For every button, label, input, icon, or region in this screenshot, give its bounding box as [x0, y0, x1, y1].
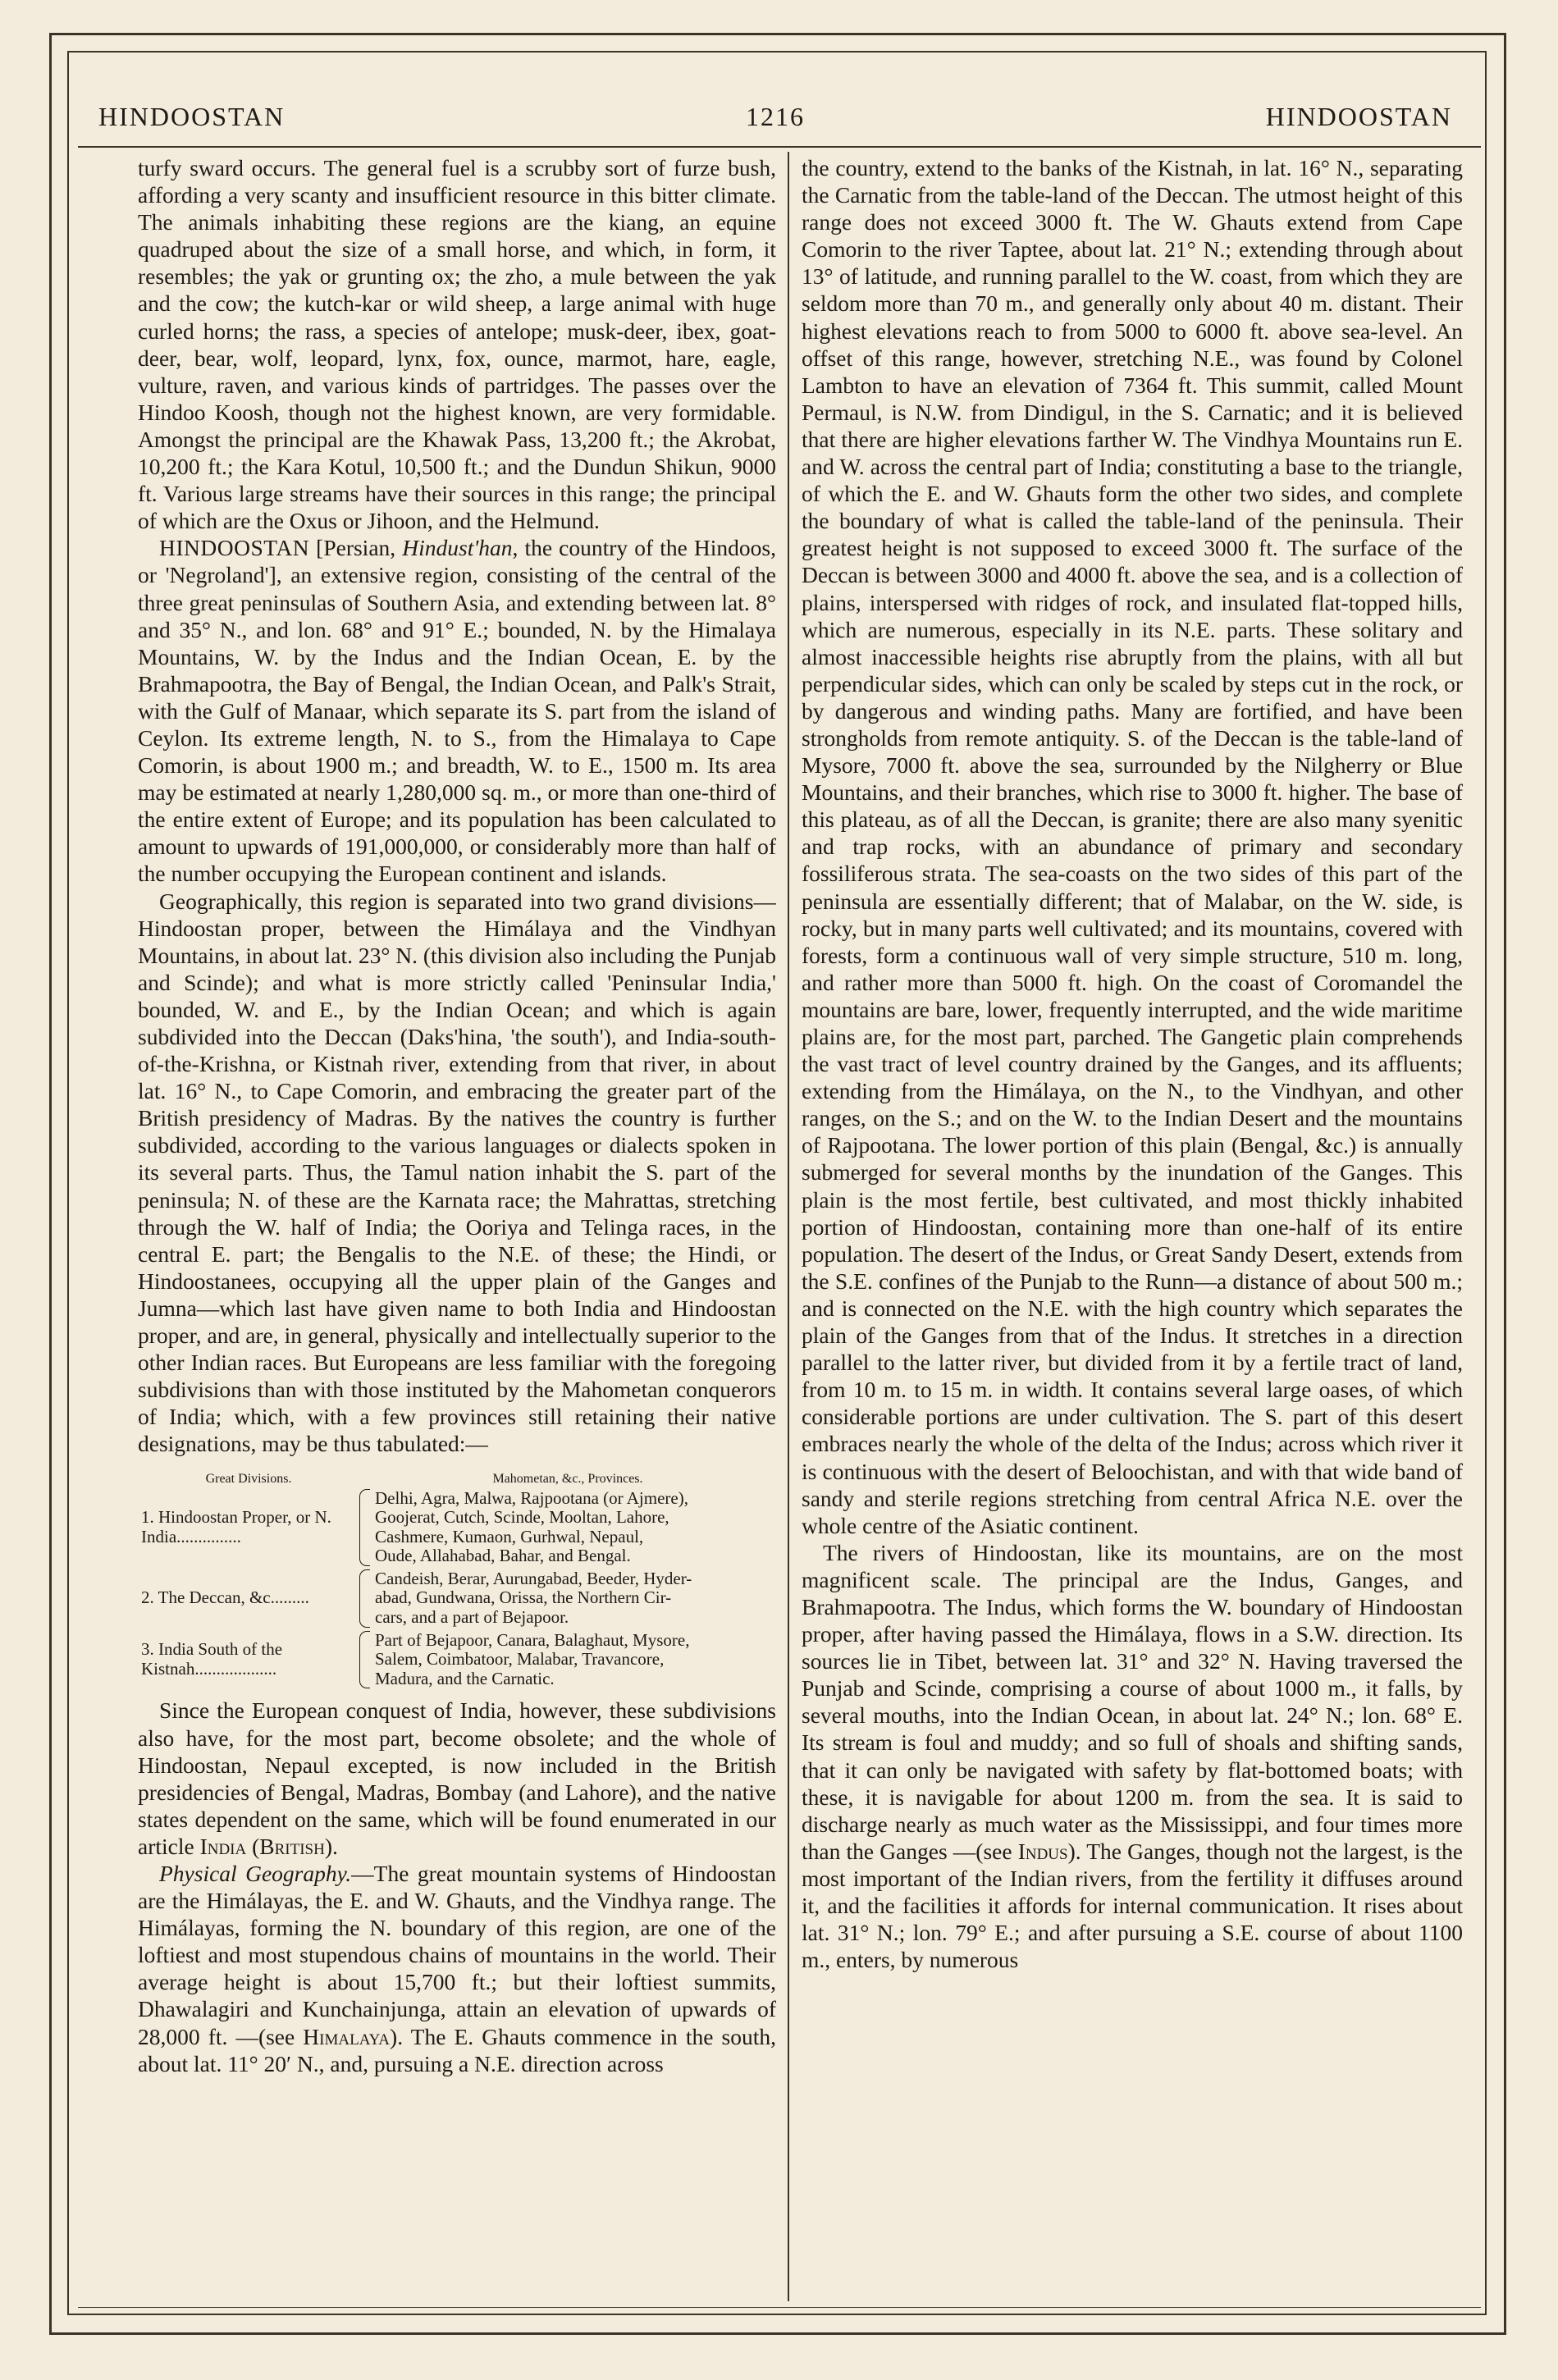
- province-line: Madura, and the Carnatic.: [375, 1668, 555, 1688]
- paragraph-divisions: Geographically, this region is separated into two grand divisions—Hindoostan proper, between the Himálaya and the Vindhyan Mountains, in about lat. 23° N. (this division also including the Punjab and Scinde); and what is more strictly called 'Peninsular India,' bounded, W. and E., by the Indian Ocean; and which is again subdivided into the Deccan (Daks'hina, 'the south'), and India-south-of-the-Krishna, or Kistnah river, extending from that river, in about lat. 16° N., to Cape Comorin, and embracing the greater part of the British presidency of Madras. By the natives the country is further subdivided, according to the various languages or dialects spoken in its several parts. Thus, the Tamul nation inhabit the S. part of the peninsula; N. of these are the Karnata race; the Mahrattas, stretching through the W. half of India; the Ooriya and Telinga races, in the central E. part; the Bengalis to the N.E. of these; the Hindi, or Hindoostanees, occupying all the upper plain of the Ganges and Jumna—which last have given name to both India and Hindoostan proper, and are, in general, physically and intellectually superior to the other Indian races. But Europeans are less familiar with the foregoing subdivisions than with those instituted by the Mahometan conquerors of India; which, with a few provinces still retaining their native designations, may be thus tabulated:—: [138, 888, 776, 1457]
- physical-geography-end: ). The E. Ghauts commence in the south, about lat. 11° 20′ N., and, pursuing a N.E. direction across: [138, 2023, 776, 2076]
- division-name: 3. India South of the Kistnah...................: [141, 1639, 283, 1679]
- province-line: Oude, Allahabad, Bahar, and Bengal.: [375, 1546, 631, 1566]
- running-header: [98, 92, 1452, 141]
- section-label-physical-geography: Physical Geography.: [159, 1861, 352, 1886]
- province-line: Delhi, Agra, Malwa, Rajpootana (or Ajmere),: [375, 1487, 688, 1508]
- divisions-table: [138, 1469, 776, 1689]
- province-line: Part of Bejapoor, Canara, Balaghaut, Mysore,: [375, 1629, 690, 1650]
- division-cell: [138, 1569, 359, 1628]
- header-rule: [78, 146, 1481, 148]
- header-right-title: HINDOOSTAN: [1265, 101, 1452, 131]
- paragraph-rivers: [802, 1539, 1463, 1974]
- provinces-cell: [375, 1489, 776, 1566]
- table-header: [138, 1469, 776, 1489]
- division-cell: [138, 1631, 359, 1689]
- table-row: [138, 1489, 776, 1566]
- division-name: 2. The Deccan, &c.........: [141, 1587, 309, 1608]
- entry-body: , the country of the Hindoos, or 'Negroland'], an extensive region, consisting of the central of the three great peninsulas of Southern Asia, and extending between lat. 8° and 35° N., and lon. 68° and 91° E.; bounded, N. by the Himalaya Mountains, W. by the Indus and the Indian Ocean, E. by the Brahmapootra, the Bay of Bengal, the Indian Ocean, and Palk's Strait, with the Gulf of Manaar, which separate its S. part from the island of Ceylon. Its extreme length, N. to S., from the Himalaya to Cape Comorin, is about 1900 m.; and breadth, W. to E., 1500 m. Its area may be estimated at nearly 1,280,000 sq. m., or more than one-third of the entire extent of Europe; and its population has been calculated to amount to upwards of 191,000,000, or considerably more than half of the number occupying the European continent and islands.: [138, 535, 776, 887]
- brace: [359, 1631, 370, 1689]
- provinces-cell: [375, 1569, 776, 1628]
- right-column: [802, 154, 1463, 2287]
- province-line: Cashmere, Kumaon, Gurhwal, Nepaul,: [375, 1526, 644, 1546]
- entry-headword: HINDOOSTAN: [159, 535, 310, 561]
- paragraph-british-presidencies: [138, 1697, 776, 1860]
- province-line: cars, and a part of Bejapoor.: [375, 1607, 569, 1628]
- page-number: 1216: [746, 101, 805, 131]
- brace: [359, 1489, 370, 1566]
- persian-name: Hindust'han: [402, 535, 513, 561]
- province-line: Goojerat, Cutch, Scinde, Mooltan, Lahore,: [375, 1507, 669, 1528]
- rivers-end: ). The Ganges, though not the largest, is the most important of the Indian rivers, from the fertility it diffuses around it, and the facilities it affords for internal communication. It rises about lat. 31° N.; lon. 79° E.; and after pursuing a S.E. course of about 1100 m., enters, by numerous: [802, 1838, 1463, 1973]
- table-rows: [138, 1489, 776, 1689]
- cross-reference-himalaya[interactable]: Himalaya: [303, 2023, 391, 2049]
- table-row: [138, 1631, 776, 1689]
- presidencies-text: Since the European conquest of India, however, these subdivisions also have, for the most part, become obsolete; and the whole of Hindoostan, Nepaul excepted, is now included in the British presidencies of Bengal, Madras, Bombay (and Lahore), and the native states dependent on the same, which will be found enumerated in our article: [138, 1697, 776, 1859]
- division-cell: [138, 1489, 359, 1566]
- footer-rule: [78, 2307, 1481, 2308]
- brace: [359, 1569, 370, 1628]
- province-line: Salem, Coimbatoor, Malabar, Travancore,: [375, 1649, 665, 1670]
- entry-bracket-open: [Persian,: [309, 535, 403, 561]
- left-column: [138, 154, 776, 2287]
- paragraph-physical-geography: [138, 1860, 776, 2077]
- cross-reference-india-british[interactable]: India (British): [199, 1833, 332, 1859]
- table-header-divisions: Great Divisions.: [205, 1471, 292, 1486]
- province-line: Candeish, Berar, Aurungabad, Beeder, Hyder-: [375, 1568, 692, 1588]
- physical-geography-text: —The great mountain systems of Hindoostan are the Himálayas, the E. and W. Ghauts, and the Vindhya range. The Himálayas, forming the N. boundary of this region, are one of the loftiest and most stupendous chains of mountains in the world. Their average height is about 15,700 ft.; but their loftiest summits, Dhawalagiri and Kunchainjunga, attain an elevation of upwards of 28,000 ft. —(see: [138, 1861, 776, 2049]
- province-line: abad, Gundwana, Orissa, the Northern Cir-: [375, 1587, 672, 1608]
- column-divider: [788, 152, 789, 2301]
- division-name: 1. Hindoostan Proper, or N. India...............: [141, 1507, 331, 1546]
- paragraph-mountains-plains: the country, extend to the banks of the Kistnah, in lat. 16° N., separating the Carnatic from the table-land of the Deccan. The utmost height of this range does not exceed 3000 ft. The W. Ghauts extend from Cape Comorin to the river Taptee, about lat. 21° N.; extending through about 13° of latitude, and running parallel to the W. coast, from which they are seldom more than 70 m., and generally only about 40 m. distant. Their highest elevations reach to from 5000 to 6000 ft. above sea-level. An offset of this range, however, stretching N.E., was found by Colonel Lambton to have an elevation of 7364 ft. This summit, called Mount Permaul, is N.W. from Dindigul, in the S. Carnatic; and it is believed that there are higher elevations farther W. The Vindhya Mountains run E. and W. across the central part of India; constituting a base to the triangle, of which the E. and W. Ghauts form the other two sides, and complete the boundary of what is called the table-land of the peninsula. Their greatest height is not supposed to exceed 3000 ft. The surface of the Deccan is between 3000 and 4000 ft. above the sea, and is a collection of plains, interspersed with ridges of rock, and insulated flat-topped hills, which are numerous, especially in its N.E. parts. These solitary and almost inaccessible heights rise abruptly from the plains, with all but perpendicular sides, which can only be scaled by steps cut in the rock, or by dangerous and winding paths. Many are fortified, and have been strongholds from remote antiquity. S. of the Deccan is the table-land of Mysore, 7000 ft. above the sea, surrounded by the Nilgherry or Blue Mountains, and their branches, which rise to 3000 ft. higher. The base of this plateau, as of all the Deccan, is granite; there are also many syenitic and trap rocks, with an abundance of primary and secondary fossiliferous strata. The sea-coasts on the two sides of this part of the peninsula are essentially different; that of Malabar, on the W. side, is rocky, but in many parts well cultivated; and its mountains, covered with forests, form a continuous wall of very simple structure, 510 m. long, and rather more than 5000 ft. high. On the coast of Coromandel the mountains are bare, lower, frequently interrupted, and the wide maritime plains are, for the most part, parched. The Gangetic plain comprehends the vast tract of level country drained by the Ganges, and its affluents; extending from the Himálaya, on the N., to the Vindhyan, and other ranges, on the S.; and on the W. to the Indian Desert and the mountains of Rajpootana. The lower portion of this plain (Bengal, &c.) is annually submerged for several months by the inundation of the Ganges. This plain is the most fertile, best cultivated, and most thickly inhabited portion of Hindoostan, containing more than one-half of its entire population. The desert of the Indus, or Great Sandy Desert, extends from the S.E. confines of the Punjab to the Runn—a distance of about 500 m.; and is connected on the N.E. with the high country which separates the plain of the Ganges from that of the Indus. It stretches in a direction parallel to the latter river, but divided from it by a fertile tract of land, from 10 m. to 15 m. in width. It contains several large oases, of which considerable portions are under cultivation. The S. part of this desert embraces nearly the whole of the delta of the Indus; across which river it is continuous with the desert of Beloochistan, and with that wide band of sandy and sterile regions stretching from central Africa N.E. over the whole centre of the Asiatic continent.: [802, 155, 1463, 1538]
- table-header-provinces: Mahometan, &c., Provinces.: [492, 1471, 643, 1486]
- paragraph-fauna: turfy sward occurs. The general fuel is a scrubby sort of furze bush, affording a very scanty and insufficient resource in this bitter climate. The animals inhabiting these regions are the kiang, an equine quadruped about the size of a small horse, and which, in form, it resembles; the yak or grunting ox; the zho, a mule between the yak and the cow; the kutch-kar or wild sheep, a large animal with huge curled horns; the rass, a species of antelope; musk-deer, ibex, goat-deer, bear, wolf, leopard, lynx, fox, ounce, marmot, hare, eagle, vulture, raven, and various kinds of partridges. The passes over the Hindoo Koosh, though not the highest known, are very formidable. Amongst the principal are the Khawak Pass, 13,200 ft.; the Akrobat, 10,200 ft.; the Kara Kotul, 10,500 ft.; and the Dundun Shikun, 9000 ft. Various large streams have their sources in this range; the principal of which are the Oxus or Jihoon, and the Helmund.: [138, 155, 776, 534]
- presidencies-end: .: [331, 1833, 338, 1859]
- paragraph-hindoostan-entry: [138, 534, 776, 887]
- table-row: [138, 1569, 776, 1628]
- cross-reference-indus[interactable]: Indus: [1017, 1838, 1068, 1864]
- header-left-title: HINDOOSTAN: [98, 101, 286, 131]
- rivers-text: The rivers of Hindoostan, like its mountains, are on the most magnificent scale. The principal are the Indus, Ganges, and Brahmapootra. The Indus, which forms the W. boundary of Hindoostan proper, after having passed the Himálaya, flows in a S.W. direction. Its sources lie in Tibet, between lat. 31° and 32° N. Having traversed the Punjab and Scinde, comprising a course of about 1000 m., it falls, by several mouths, into the Indian Ocean, in about lat. 24° N.; lon. 68° E. Its stream is foul and muddy; and so full of shoals and shifting sands, that it can only be navigated with safety by flat-bottomed boats; with these, it is navigable for about 1200 m. from the sea. It is said to discharge nearly as much water as the Mississippi, and four times more than the Ganges —(see: [802, 1539, 1463, 1864]
- provinces-cell: [375, 1631, 776, 1689]
